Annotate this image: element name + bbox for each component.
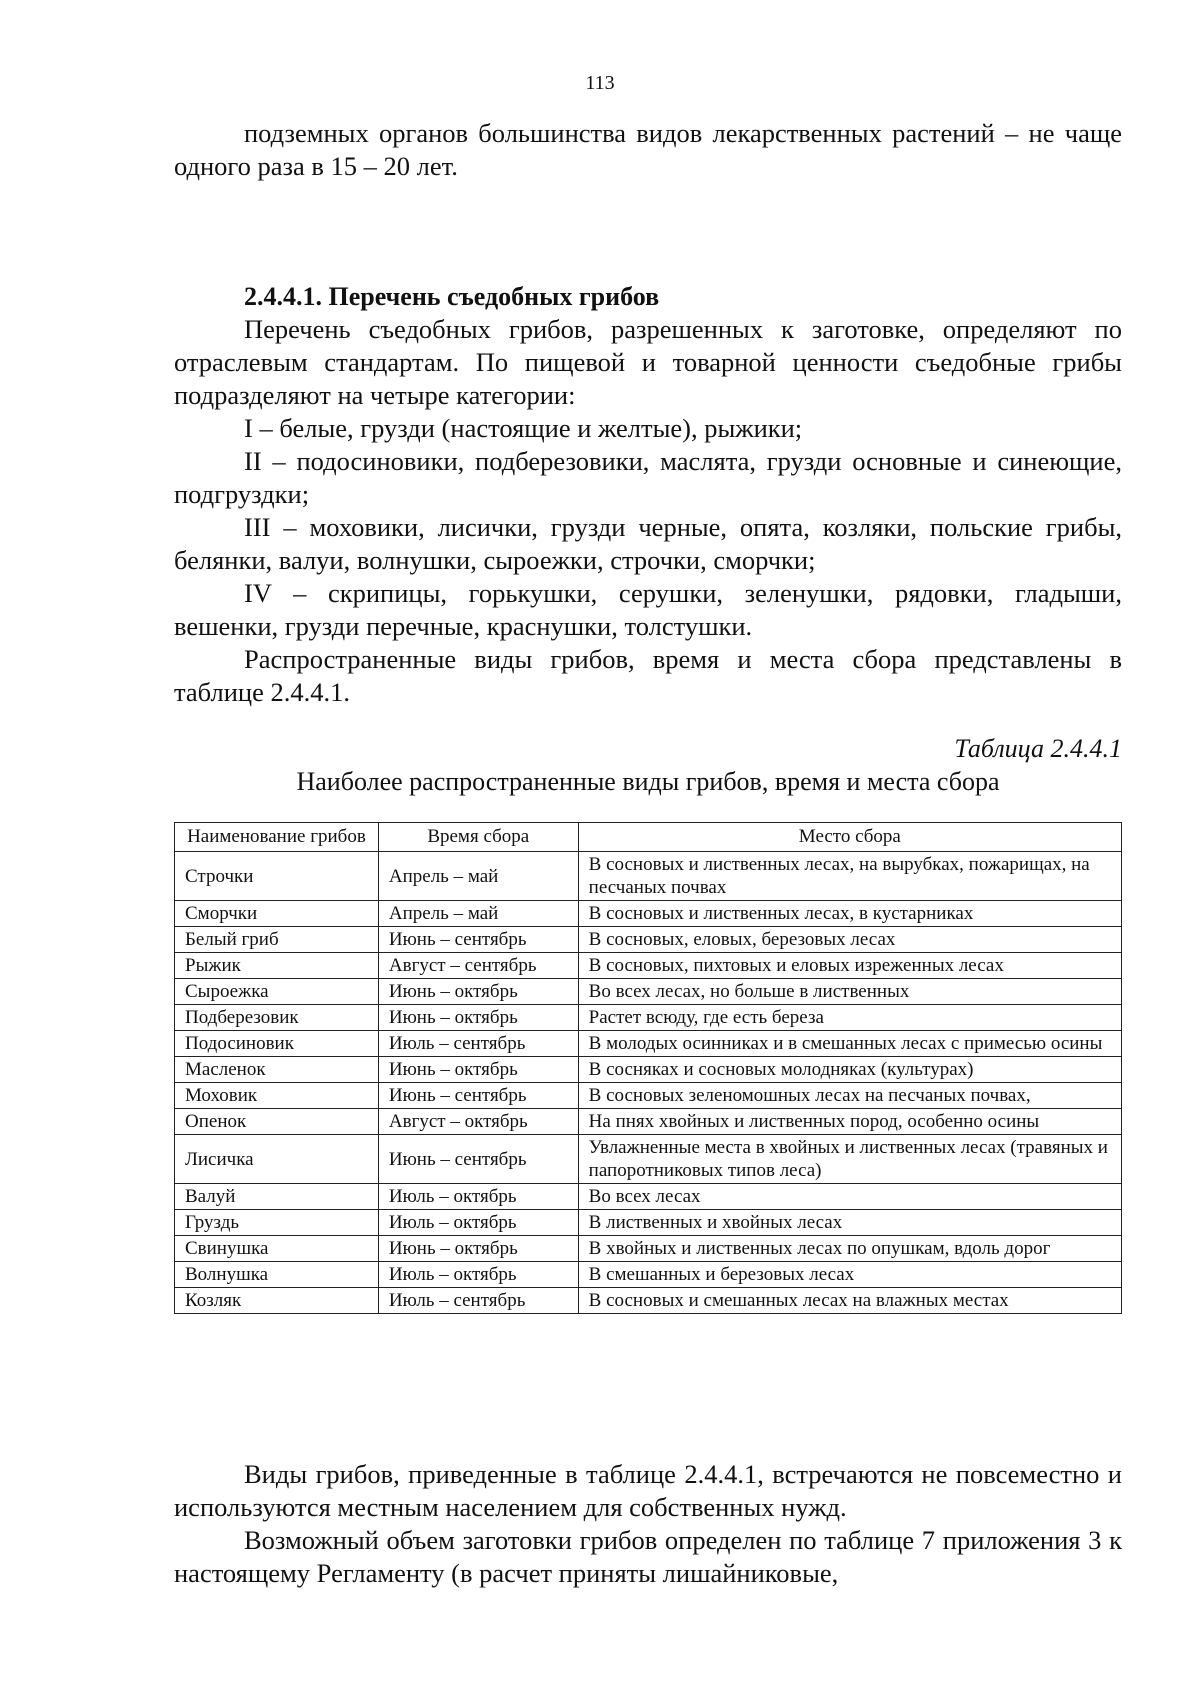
table-header-row (175, 823, 1122, 852)
table-row (175, 1184, 1122, 1210)
cell-mushroom-name: Белый гриб (175, 927, 379, 953)
table-row (175, 1083, 1122, 1109)
category-item: I – белые, грузди (настоящие и желтые), рыжики; (244, 413, 803, 443)
cell-mushroom-name: Валуй (175, 1184, 379, 1210)
cell-collection-place: Во всех лесах, но больше в лиственных (578, 979, 1121, 1005)
cell-collection-place: В хвойных и лиственных лесах по опушкам, вдоль дорог (578, 1236, 1121, 1262)
top-text (174, 117, 1122, 183)
table-row (175, 953, 1122, 979)
cell-mushroom-name: Сыроежка (175, 979, 379, 1005)
section-heading: 2.4.4.1. Перечень съедобных грибов (244, 282, 660, 311)
table-row (175, 1288, 1122, 1314)
bottom-text (174, 1458, 1122, 1590)
category-item: IV – скрипицы, горькушки, серушки, зеленушки, рядовки, гладыши, вешенки, грузди перечные, краснушки, толстушки. (174, 578, 1122, 641)
cell-collection-time: Июнь – октябрь (378, 1236, 578, 1262)
cell-collection-place: Увлажненные места в хвойных и лиственных лесах (травяных и папоротниковых типов леса) (578, 1135, 1121, 1184)
cell-collection-time: Июль – октябрь (378, 1184, 578, 1210)
cell-collection-time: Июль – сентябрь (378, 1288, 578, 1314)
paragraph: Виды грибов, приведенные в таблице 2.4.4.1, встречаются не повсеместно и используются местным населением для собственных нужд. (174, 1459, 1122, 1522)
cell-mushroom-name: Рыжик (175, 953, 379, 979)
cell-mushroom-name: Груздь (175, 1210, 379, 1236)
cell-collection-place: Растет всюду, где есть береза (578, 1005, 1121, 1031)
table-row (175, 1031, 1122, 1057)
cell-mushroom-name: Сморчки (175, 901, 379, 927)
cell-collection-place: В сосновых, еловых, березовых лесах (578, 927, 1121, 953)
page-number: 113 (585, 72, 615, 94)
cell-collection-place: В сосняках и сосновых молодняках (культурах) (578, 1057, 1121, 1083)
cell-mushroom-name: Моховик (175, 1083, 379, 1109)
table-row (175, 852, 1122, 901)
cell-mushroom-name: Подосиновик (175, 1031, 379, 1057)
cell-collection-place: В смешанных и березовых лесах (578, 1262, 1121, 1288)
cell-collection-place: В сосновых зеленомошных лесах на песчаных почвах, (578, 1083, 1121, 1109)
cell-collection-place: В сосновых и смешанных лесах на влажных местах (578, 1288, 1121, 1314)
table-row (175, 1210, 1122, 1236)
mushroom-table (174, 822, 1122, 1314)
cell-collection-time: Август – октябрь (378, 1109, 578, 1135)
cell-mushroom-name: Масленок (175, 1057, 379, 1083)
paragraph: подземных органов большинства видов лекарственных растений – не чаще одного раза в 15 – 20 лет. (174, 118, 1122, 181)
header-cell-place: Место сбора (578, 823, 1121, 852)
header-cell-name: Наименование грибов (175, 823, 379, 852)
cell-collection-time: Июль – октябрь (378, 1262, 578, 1288)
table-row (175, 901, 1122, 927)
cell-mushroom-name: Свинушка (175, 1236, 379, 1262)
cell-collection-place: На пнях хвойных и лиственных пород, особенно осины (578, 1109, 1121, 1135)
cell-collection-time: Август – сентябрь (378, 953, 578, 979)
cell-collection-time: Июнь – сентябрь (378, 1135, 578, 1184)
table-row (175, 1109, 1122, 1135)
cell-collection-place: В сосновых и лиственных лесах, в кустарниках (578, 901, 1121, 927)
cell-collection-place: В лиственных и хвойных лесах (578, 1210, 1121, 1236)
cell-collection-time: Июль – октябрь (378, 1210, 578, 1236)
table-caption: Наиболее распространенные виды грибов, время и места сбора (296, 767, 1000, 796)
paragraph: Перечень съедобных грибов, разрешенных к заготовке, определяют по отраслевым стандартам. По пищевой и товарной ценности съедобные грибы подразделяют на четыре категории: (174, 314, 1122, 410)
paragraph: Возможный объем заготовки грибов определен по таблице 7 приложения 3 к настоящему Регламенту (в расчет приняты лишайниковые, (174, 1525, 1122, 1588)
cell-collection-time: Июнь – октябрь (378, 1057, 578, 1083)
cell-collection-time: Апрель – май (378, 852, 578, 901)
section-text (174, 280, 1122, 709)
cell-mushroom-name: Лисичка (175, 1135, 379, 1184)
category-item: III – моховики, лисички, грузди черные, опята, козляки, польские грибы, белянки, валуи, волнушки, сыроежки, строчки, сморчки; (174, 512, 1122, 575)
cell-collection-place: В сосновых, пихтовых и еловых изреженных лесах (578, 953, 1121, 979)
cell-collection-place: В сосновых и лиственных лесах, на вырубках, пожарищах, на песчаных почвах (578, 852, 1121, 901)
cell-collection-time: Апрель – май (378, 901, 578, 927)
cell-collection-time: Июль – сентябрь (378, 1031, 578, 1057)
table-row (175, 1057, 1122, 1083)
paragraph: Распространенные виды грибов, время и места сбора представлены в таблице 2.4.4.1. (174, 644, 1122, 707)
table-row (175, 1005, 1122, 1031)
category-item: II – подосиновики, подберезовики, маслята, грузди основные и синеющие, подгруздки; (174, 446, 1122, 509)
header-cell-time: Время сбора (378, 823, 578, 852)
cell-collection-time: Июнь – октябрь (378, 979, 578, 1005)
cell-collection-time: Июнь – сентябрь (378, 1083, 578, 1109)
table-row (175, 1236, 1122, 1262)
cell-mushroom-name: Опенок (175, 1109, 379, 1135)
cell-mushroom-name: Подберезовик (175, 1005, 379, 1031)
table-label: Таблица 2.4.4.1 (954, 734, 1122, 763)
table-row (175, 1135, 1122, 1184)
cell-collection-place: Во всех лесах (578, 1184, 1121, 1210)
cell-mushroom-name: Волнушка (175, 1262, 379, 1288)
cell-collection-time: Июнь – сентябрь (378, 927, 578, 953)
table-row (175, 927, 1122, 953)
cell-mushroom-name: Козляк (175, 1288, 379, 1314)
table-row (175, 1262, 1122, 1288)
cell-collection-place: В молодых осинниках и в смешанных лесах с примесью осины (578, 1031, 1121, 1057)
table-row (175, 979, 1122, 1005)
cell-mushroom-name: Строчки (175, 852, 379, 901)
cell-collection-time: Июнь – октябрь (378, 1005, 578, 1031)
